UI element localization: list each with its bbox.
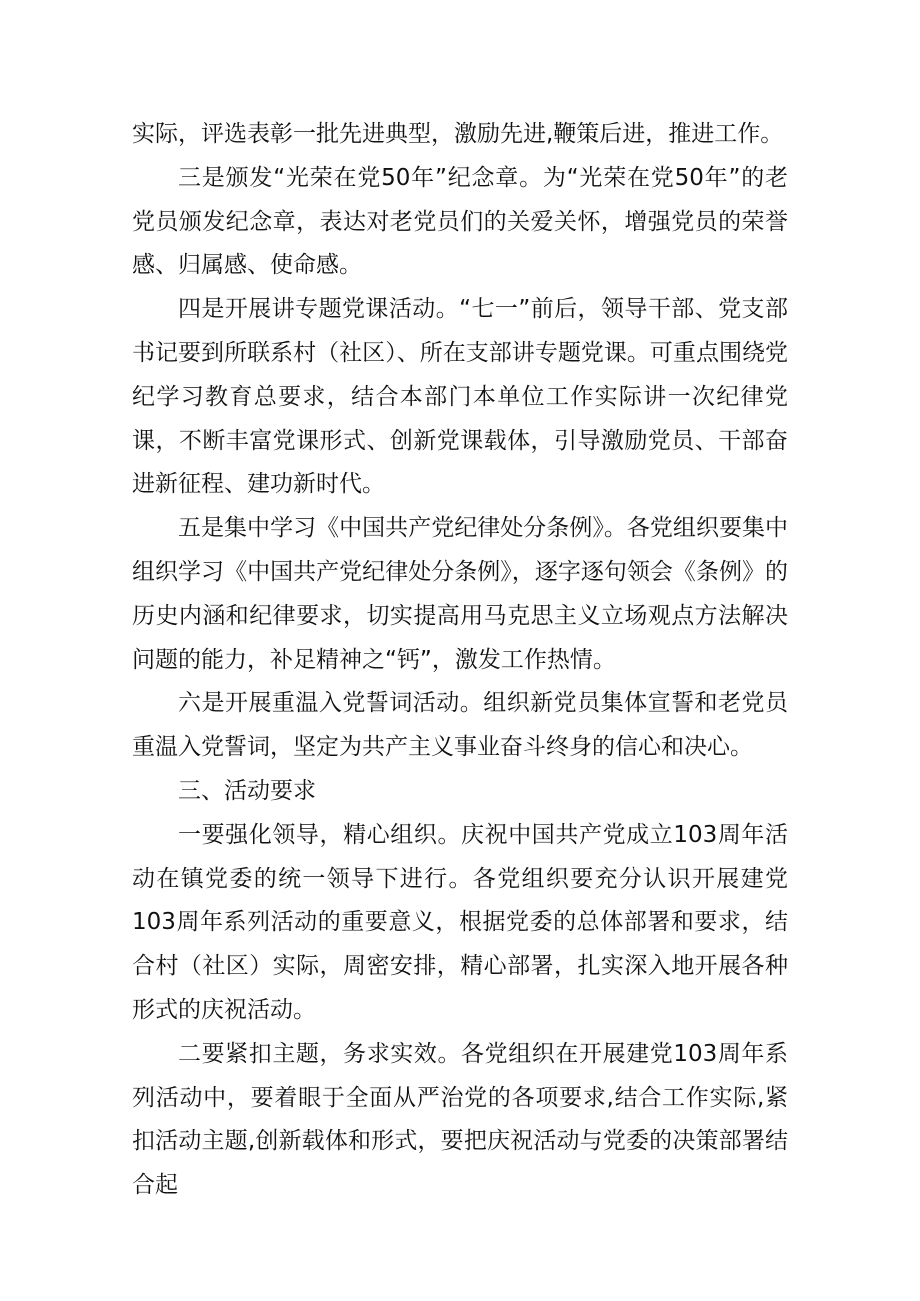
paragraph-study-regulations: 五是集中学习《中国共产党纪律处分条例》。各党组织要集中组织学习《中国共产党纪律处分条例》，逐字逐句领会《条例》的历史内涵和纪律要求，切实提高用马克思主义立场观点方法解决问题的能力，补足精神之“钙”，激发工作热情。: [132, 515, 788, 673]
paragraph-theme-effectiveness: 二要紧扣主题，务求实效。各党组织在开展建党103周年系列活动中，要着眼于全面从严治党的各项要求,结合工作实际,紧扣活动主题,创新载体和形式，要把庆祝活动与党委的决策部署结合起: [132, 1040, 788, 1199]
document-body: [132, 113, 788, 1208]
section-heading-requirements: 三、活动要求: [178, 777, 316, 804]
paragraph-oath-review: 六是开展重温入党誓词活动。组织新党员集体宣誓和老党员重温入党誓词，坚定为共产主义事业奋斗终身的信心和决心。: [132, 690, 788, 761]
paragraph-continuation: 实际，评选表彰一批先进典型，激励先进,鞭策后进，推进工作。: [132, 121, 784, 147]
paragraph-commemorative-medal: 三是颁发“光荣在党50年”纪念章。为“光荣在党50年”的老党员颁发纪念章，表达对老党员们的关爱关怀，增强党员的荣誉感、归属感、使命感。: [132, 164, 788, 279]
paragraph-leadership: 一要强化领导，精心组织。庆祝中国共产党成立103周年活动在镇党委的统一领导下进行。各党组织要充分认识开展建党103周年系列活动的重要意义，根据党委的总体部署和要求，结合村（社区）实际，周密安排，精心部署，扎实深入地开展各种形式的庆祝活动。: [132, 821, 788, 1023]
paragraph-party-lecture: 四是开展讲专题党课活动。“七一”前后，领导干部、党支部书记要到所联系村（社区）、所在支部讲专题党课。可重点围绕党纪学习教育总要求，结合本部门本单位工作实际讲一次纪律党课，不断丰富党课形式、创新党课载体，引导激励党员、干部奋进新征程、建功新时代。: [132, 296, 788, 498]
